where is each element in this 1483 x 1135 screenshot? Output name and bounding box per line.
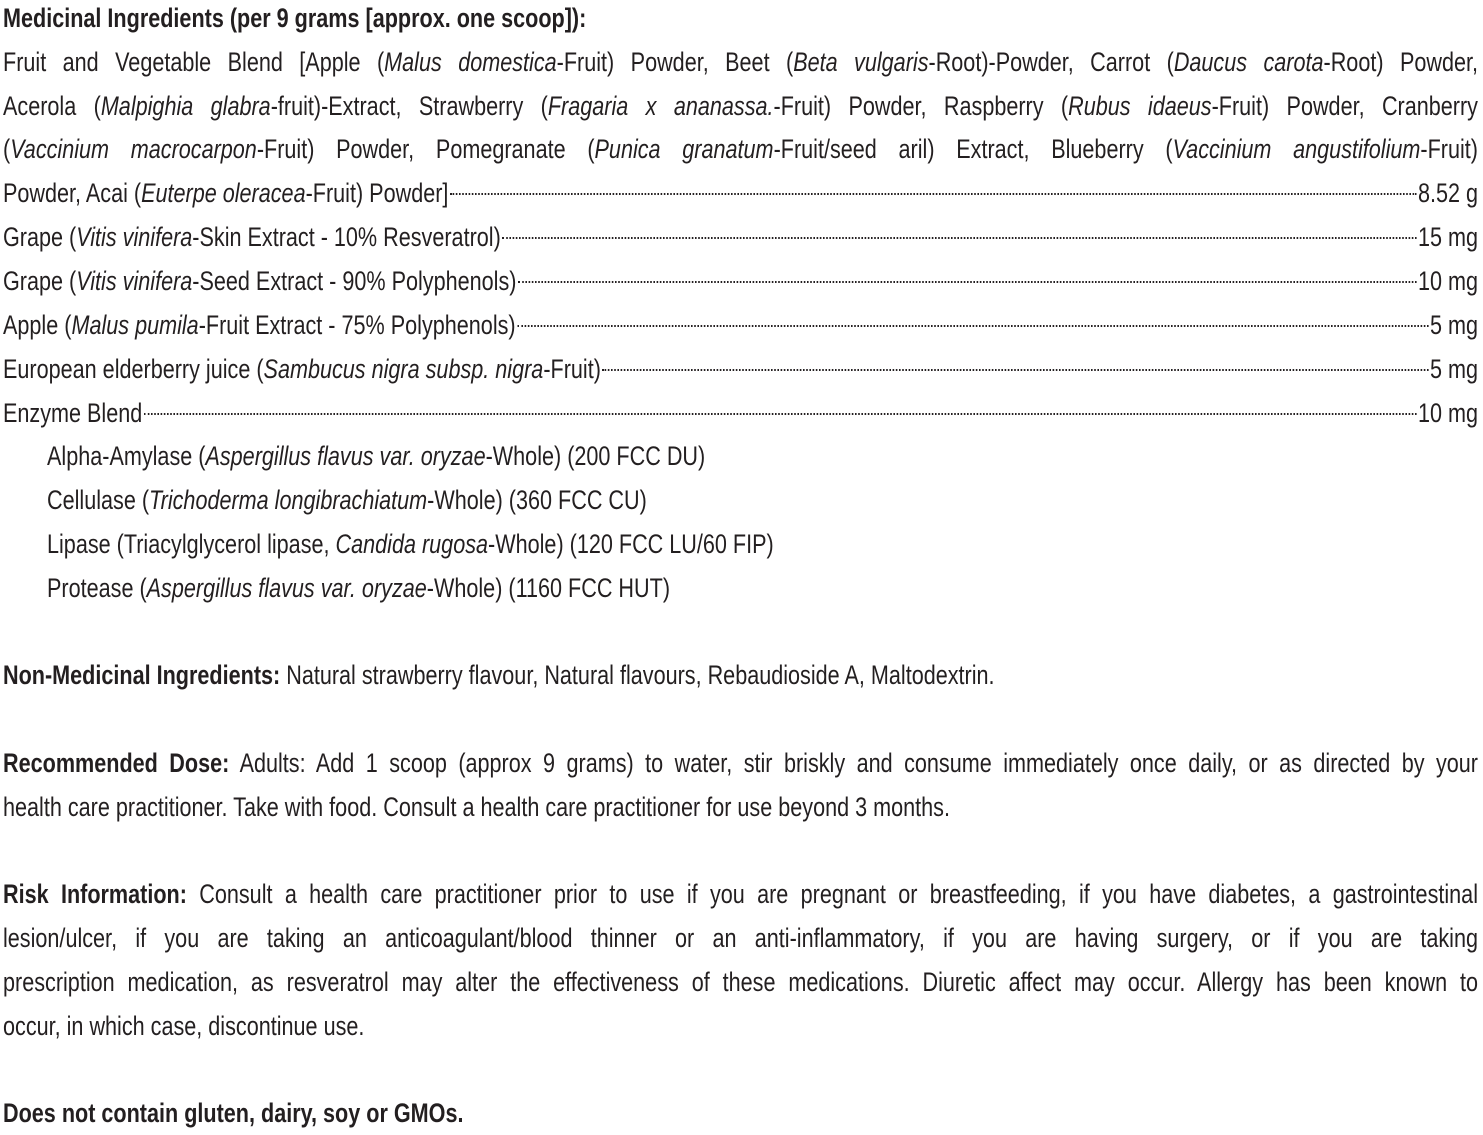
enzyme-row: Alpha-Amylase (Aspergillus flavus var. oryzae-Whole) (200 FCC DU) [47, 441, 706, 471]
blend-line-4: Powder, Acai (Euterpe oleracea-Fruit) Powder] 8.52 g [3, 171, 1478, 215]
blend-amount: 8.52 g [1417, 178, 1478, 208]
dot-leader [144, 413, 1416, 415]
dot-leader [450, 193, 1416, 195]
section-label: Recommended Dose: [3, 748, 230, 778]
ingredient-row: Apple (Malus pumila-Fruit Extract - 75% Polyphenols) 5 mg [3, 303, 1478, 347]
recommended-dose-line-2: health care practitioner. Take with food. Consult a health care practitioner for use beyond 3 months. [3, 792, 950, 822]
risk-information-line-3: prescription medication, as resveratrol may alter the effectiveness of these medications. Diuretic affect may occur. Allergy has been known to [3, 967, 1478, 997]
enzyme-row: Cellulase (Trichoderma longibrachiatum-Whole) (360 FCC CU) [47, 485, 647, 515]
ingredient-row: European elderberry juice (Sambucus nigra subsp. nigra-Fruit) 5 mg [3, 347, 1478, 391]
risk-information-line-2: lesion/ulcer, if you are taking an anticoagulant/blood thinner or an anti-inflammatory, if you are having surgery, or if you are taking [3, 923, 1478, 953]
non-medicinal-ingredients: Non-Medicinal Ingredients: Natural strawberry flavour, Natural flavours, Rebaudioside A, Maltodextrin. [3, 660, 995, 690]
ingredient-row: Enzyme Blend 10 mg [3, 391, 1478, 435]
section-label: Non-Medicinal Ingredients: [3, 660, 281, 690]
dot-leader [603, 369, 1429, 371]
blend-line-3: (Vaccinium macrocarpon-Fruit) Powder, Pomegranate (Punica granatum-Fruit/seed aril) Extract, Blueberry (Vaccinium angustifolium-Fruit) [3, 134, 1478, 164]
ingredient-row: Grape (Vitis vinifera-Skin Extract - 10% Resveratrol) 15 mg [3, 215, 1478, 259]
section-label: Risk Information: [3, 879, 187, 909]
ingredient-amount: 15 mg [1417, 222, 1478, 252]
dot-leader [517, 325, 1428, 327]
ingredient-amount: 10 mg [1417, 266, 1478, 296]
ingredient-row: Grape (Vitis vinifera-Seed Extract - 90% Polyphenols) 10 mg [3, 259, 1478, 303]
enzyme-row: Lipase (Triacylglycerol lipase, Candida rugosa-Whole) (120 FCC LU/60 FIP) [47, 529, 774, 559]
blend-line-1: Fruit and Vegetable Blend [Apple (Malus domestica-Fruit) Powder, Beet (Beta vulgaris-Root)-Powder, Carrot (Daucus carota-Root) Powder, [3, 47, 1478, 77]
free-from-statement: Does not contain gluten, dairy, soy or GMOs. [3, 1098, 464, 1128]
ingredient-amount: 5 mg [1429, 354, 1478, 384]
ingredient-amount: 10 mg [1417, 398, 1478, 428]
risk-information-line-4: occur, in which case, discontinue use. [3, 1011, 365, 1041]
dot-leader [502, 237, 1416, 239]
recommended-dose-line-1: Recommended Dose: Adults: Add 1 scoop (approx 9 grams) to water, stir briskly and consume immediately once daily, or as directed by your [3, 748, 1478, 778]
dot-leader [518, 281, 1416, 283]
risk-information-line-1: Risk Information: Consult a health care practitioner prior to use if you are pregnant or breastfeeding, if you have diabetes, a gastrointestinal [3, 879, 1478, 909]
blend-line-2: Acerola (Malpighia glabra-fruit)-Extract, Strawberry (Fragaria x ananassa.-Fruit) Powder, Raspberry (Rubus idaeus-Fruit) Powder, Cranberry [3, 91, 1478, 121]
enzyme-row: Protease (Aspergillus flavus var. oryzae-Whole) (1160 FCC HUT) [47, 573, 671, 603]
medicinal-ingredients-heading: Medicinal Ingredients (per 9 grams [approx. one scoop]): [3, 3, 587, 33]
ingredient-amount: 5 mg [1429, 310, 1478, 340]
